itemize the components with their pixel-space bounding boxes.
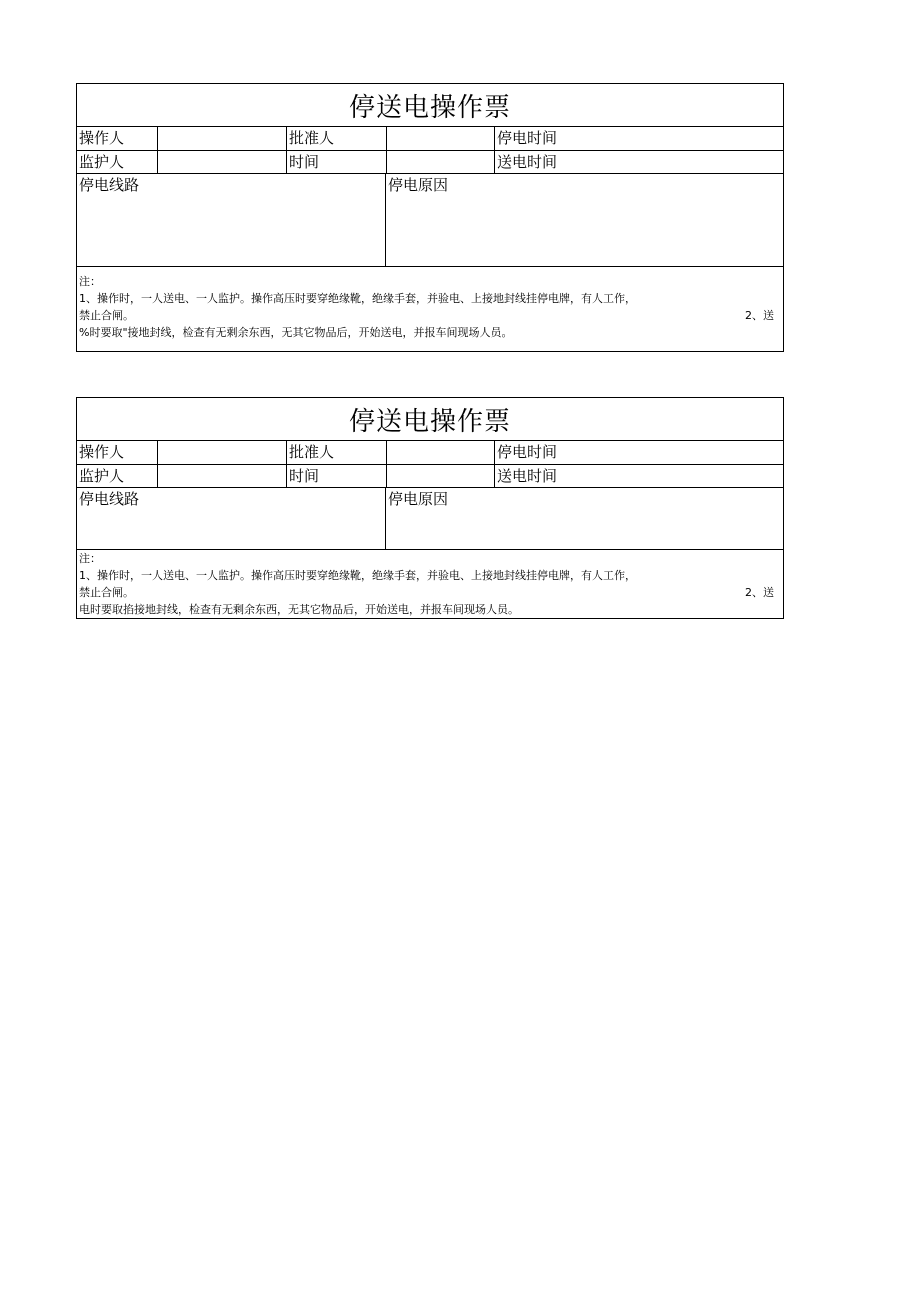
- form-row-supervisor: [77, 151, 783, 174]
- time-field[interactable]: [386, 151, 494, 173]
- operator-field[interactable]: [158, 127, 286, 150]
- approver-field[interactable]: [386, 441, 494, 464]
- form-row-supervisor: [77, 465, 783, 488]
- approver-label: 批准人: [286, 441, 386, 464]
- notes-section: [77, 267, 783, 341]
- outage-reason-label: 停电原因: [388, 490, 449, 508]
- restore-time-label: 送电时间: [494, 465, 783, 487]
- time-label: 时间: [286, 151, 386, 173]
- note-label: 注：: [79, 275, 101, 288]
- operator-label: 操作人: [77, 441, 158, 464]
- note-line-1: 1、操作时，一人送电、一人监护。操作高压时要穿绝缘靴，绝缘手套，并验电、上接地封线挂停电牌，有人工作，: [79, 569, 636, 582]
- time-field[interactable]: [386, 465, 494, 487]
- note-line-2-right: 2、送: [745, 586, 774, 599]
- operation-ticket-form: [76, 83, 784, 352]
- operation-ticket-form: [76, 397, 784, 619]
- note-line-3: %时要取"接地封线，检查有无剩余东西，无其它物品后，开始送电，并报车间现场人员。: [79, 326, 513, 339]
- outage-time-label: 停电时间: [494, 127, 783, 150]
- note-line-3: 电时要取掐接地封线，检查有无剩余东西，无其它物品后，开始送电，并报车间现场人员。: [79, 603, 519, 616]
- approver-field[interactable]: [386, 127, 494, 150]
- notes-section: [77, 550, 783, 618]
- supervisor-field[interactable]: [158, 465, 286, 487]
- note-line-2-row: [79, 307, 783, 324]
- form-row-operator: [77, 127, 783, 151]
- operator-field[interactable]: [158, 441, 286, 464]
- form-title: 停送电操作票: [77, 398, 783, 441]
- note-line-2-right: 2、送: [745, 309, 774, 322]
- approver-label: 批准人: [286, 127, 386, 150]
- outage-line-label: 停电线路: [77, 488, 386, 549]
- form-title: 停送电操作票: [77, 84, 783, 127]
- form-row-line-reason: [77, 174, 783, 267]
- form-row-operator: [77, 441, 783, 465]
- note-line-2: 禁止合闸。: [79, 586, 134, 599]
- restore-time-label: 送电时间: [494, 151, 783, 173]
- note-line-2-row: [79, 584, 783, 601]
- form-row-line-reason: [77, 488, 783, 550]
- outage-time-label: 停电时间: [494, 441, 783, 464]
- time-label: 时间: [286, 465, 386, 487]
- note-line-1: 1、操作时，一人送电、一人监护。操作高压时要穿绝缘靴，绝缘手套，并验电、上接地封线挂停电牌，有人工作，: [79, 292, 636, 305]
- operator-label: 操作人: [77, 127, 158, 150]
- supervisor-label: 监护人: [77, 465, 158, 487]
- supervisor-field[interactable]: [158, 151, 286, 173]
- note-label: 注：: [79, 552, 101, 565]
- outage-line-label: 停电线路: [77, 174, 386, 266]
- outage-reason-label: 停电原因: [388, 176, 449, 194]
- supervisor-label: 监护人: [77, 151, 158, 173]
- note-line-2: 禁止合闸。: [79, 309, 134, 322]
